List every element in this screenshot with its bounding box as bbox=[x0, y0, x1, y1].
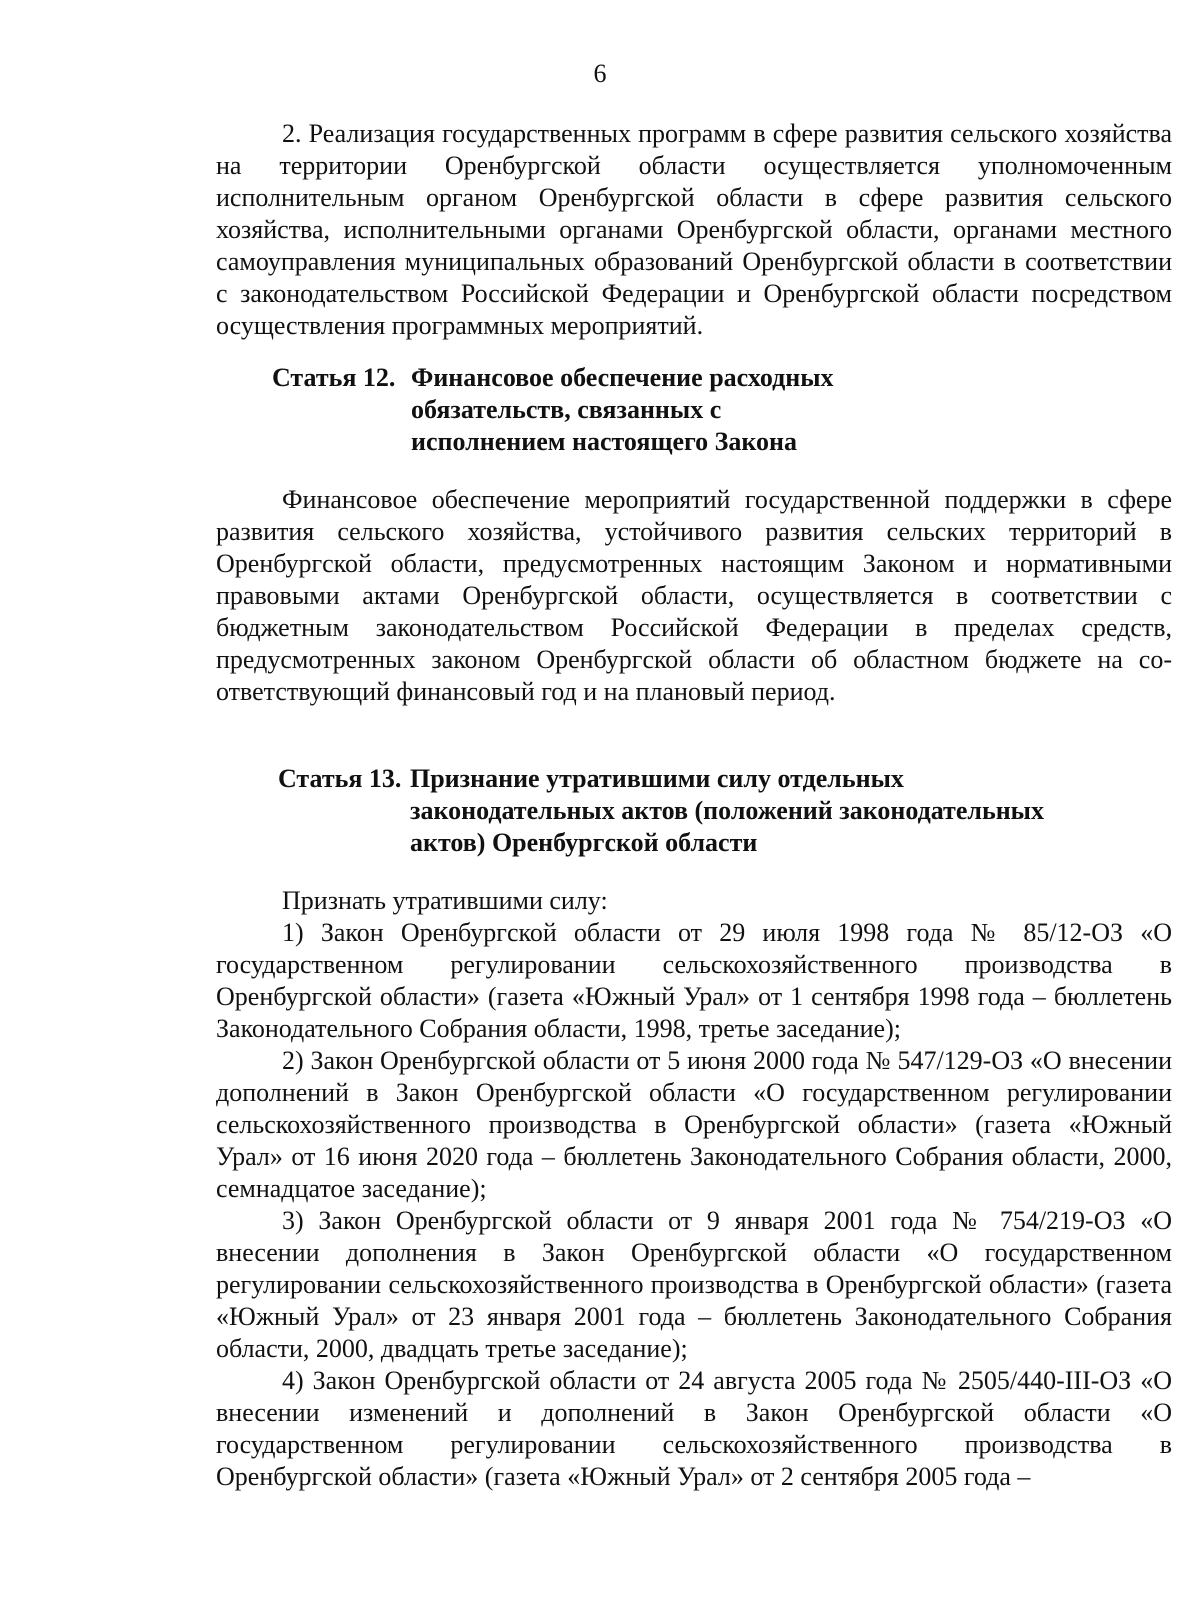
page-number: 6 bbox=[593, 59, 607, 88]
article-12-title: Финансовое обеспечение расходных обязательств, связанных с исполнением настоящего Закона bbox=[411, 363, 834, 456]
article-12-label: Статья 12. bbox=[272, 363, 396, 392]
article-12-body bbox=[216, 484, 1172, 708]
paragraph-text: Финансовое обеспечение мероприятий государственной поддержки в сфере развития сельского хозяйства, устойчивого развития сельских территорий в Оренбургской области, предусмотренных настоящим Законом и нормативными правовыми актами Оренбургской области, осуществляется в соответствии с бюджетным законодательством Российской Федерации в пределах средств, предусмотренных законом Оренбургской области об областном бюджете на соответствующий финансовый год и на плановый период. bbox=[216, 485, 1172, 706]
list-item: 4) Закон Оренбургской области от 24 августа 2005 года № 2505/440-III-ОЗ «О внесении изменений и дополнений в Закон Оренбургской области «О государственном регулировании сельскохозяйственного производства в Оренбургской области» (газета «Южный Урал» от 2 сентября 2005 года – bbox=[216, 1366, 1172, 1491]
list-item: 3) Закон Оренбургской области от 9 января 2001 года № 754/219-ОЗ «О внесении дополнения в Закон Оренбургской области «О государственном регулировании сельскохозяйственного производства в Оренбургской области» (газета «Южный Урал» от 23 января 2001 года – бюллетень Законодательного Собрания области, 2000, двадцать третье заседание); bbox=[216, 1206, 1172, 1363]
list-item: 2) Закон Оренбургской области от 5 июня 2000 года № 547/129-ОЗ «О внесении дополнений в Закон Оренбургской области «О государственном регулировании сельскохозяйственного производства в Оренбургской области» (газета «Южный Урал» от 16 июня 2020 года – бюллетень Законодательного Собрания области, 2000, семнадцатое заседание); bbox=[216, 1046, 1172, 1203]
article-13-title: Признание утратившими силу отдельных законодательных актов (положений законодательных актов) Оренбургской области bbox=[410, 764, 1044, 857]
article-13-intro: Признать утратившими силу: bbox=[282, 886, 608, 915]
article-13-body bbox=[216, 885, 1172, 1493]
section-11-paragraph bbox=[216, 118, 1172, 342]
article-13-label: Статья 13. bbox=[278, 764, 402, 793]
list-item: 1) Закон Оренбургской области от 29 июля 1998 года № 85/12-ОЗ «О государственном регулировании сельскохозяйственного производства в Оренбургской области» (газета «Южный Урал» от 1 сентября 1998 года – бюллетень Законодательного Собрания области, 1998, третье заседание); bbox=[216, 918, 1172, 1043]
paragraph-text: 2. Реализация государственных программ в сфере развития сельского хозяйства на территории Оренбургской области осуществляется уполномоченным исполнительным органом Оренбургской области в сфере развития сельского хозяйства, исполнительными органами Оренбургской области, органами местного самоуправления муниципальных образований Оренбургской области в соответствии с законодательством Российской Федерации и Оренбургской области посредством осуществления программных мероприятий. bbox=[216, 119, 1172, 340]
